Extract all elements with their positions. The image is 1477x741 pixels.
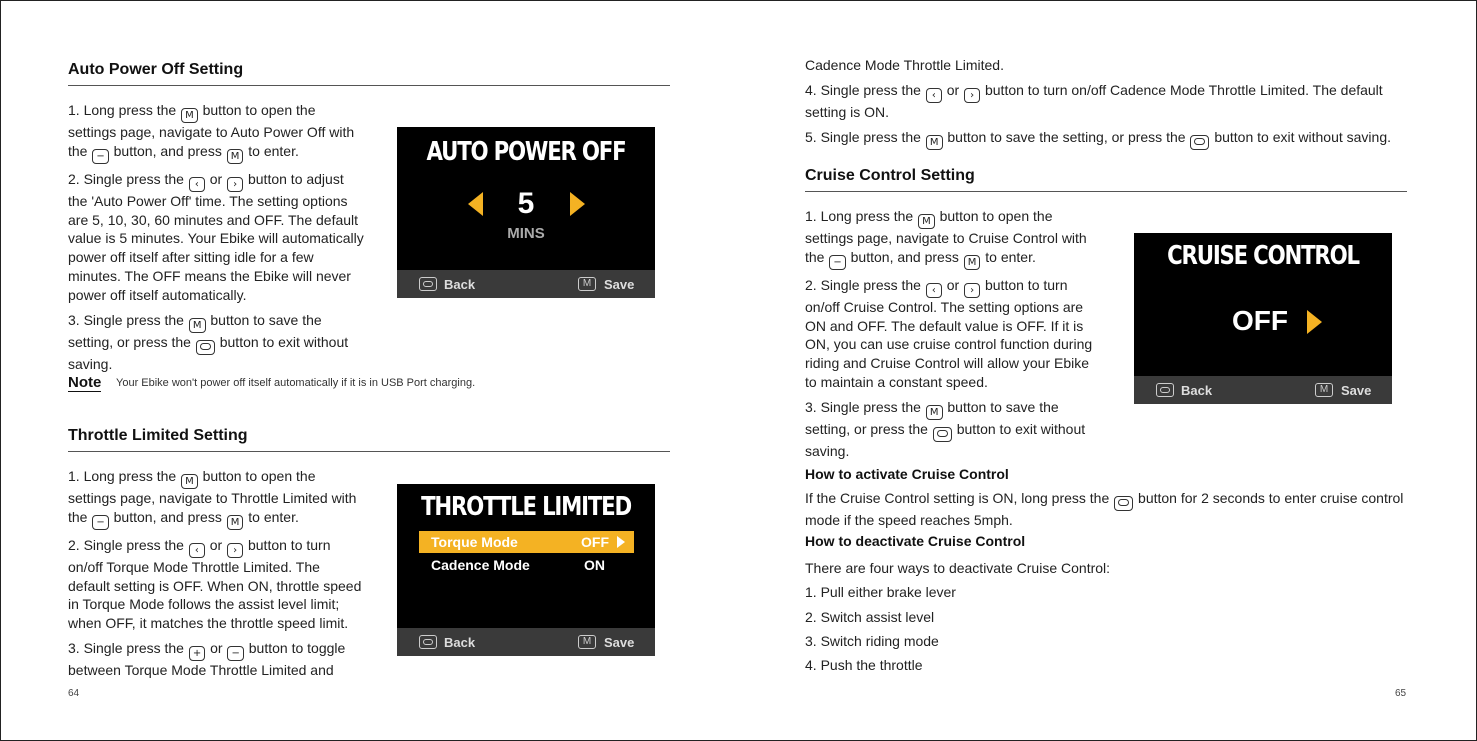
m-button-icon: M: [926, 405, 943, 420]
back-label: Back: [1181, 383, 1213, 398]
continued-line: Cadence Mode Throttle Limited.: [805, 57, 1004, 73]
back-label: Back: [444, 277, 476, 292]
minus-button-icon: −: [829, 255, 845, 270]
step-5: 5. Single press the M button to save the setting, or press the button to exit without saving.: [805, 128, 1391, 148]
m-button-icon: M: [227, 515, 244, 530]
section-rule: [805, 191, 1407, 192]
step-2: 2. Single press the ‹ or › button to turn on/off Torque Mode Throttle Limited. The default setting is OFF. When ON, throttle speed in Torque Mode follows the assist level limit; when OFF, it matches the throttle speed limit.: [68, 536, 362, 632]
left-button-icon: ‹: [926, 283, 942, 298]
m-button-icon: M: [227, 149, 244, 164]
deactivate-intro: There are four ways to deactivate Cruise Control:: [805, 560, 1111, 576]
step-1: 1. Long press the M button to open the settings page, navigate to Cruise Control with the − button, and press M to enter.: [805, 208, 1087, 268]
step-2: 2. Single press the ‹ or › button to turn on/off Cruise Control. The setting options are ON and OFF. The default value is OFF. If it is ON, you can use cruise control function during riding and Cruise Control will allow your Ebike to maintain a constant speed.: [805, 276, 1093, 390]
screen-value: OFF: [1232, 305, 1288, 336]
list-item: 1. Pull either brake lever: [805, 584, 956, 601]
right-button-icon: ›: [964, 88, 980, 103]
row-label: Torque Mode: [431, 534, 518, 550]
throttle-limited-title: Throttle Limited Setting: [68, 427, 248, 444]
m-button-icon: M: [964, 255, 981, 270]
page-number-left: 64: [68, 688, 80, 699]
left-button-icon: ‹: [189, 543, 205, 558]
screen-bottom-bar: [1134, 376, 1392, 404]
right-button-icon: ›: [227, 177, 243, 192]
right-button-icon: ›: [964, 283, 980, 298]
list-item: 2. Switch assist level: [805, 608, 935, 625]
save-label: Save: [1341, 383, 1372, 398]
screen-title: CRUISE CONTROL: [1167, 241, 1359, 271]
m-button-icon: M: [918, 214, 935, 229]
screen-title: THROTTLE LIMITED: [421, 492, 631, 522]
list-item: 4. Push the throttle: [805, 657, 923, 674]
menu-row-torque-mode: [419, 531, 634, 553]
m-button-icon: M: [578, 635, 596, 649]
minus-button-icon: −: [92, 515, 108, 530]
row-label: Cadence Mode: [431, 557, 530, 573]
list-item: 3. Switch riding mode: [805, 632, 939, 649]
cruise-control-steps: [805, 207, 1101, 467]
back-loop-icon: [196, 340, 215, 355]
screen-bottom-bar: [397, 270, 655, 298]
step-3: 3. Single press the + or − button to toggle between Torque Mode Throttle Limited and: [68, 639, 346, 678]
step-1: 1. Long press the M button to open the settings page, navigate to Throttle Limited with the − button, and press M to enter.: [68, 468, 357, 528]
step-4: 4. Single press the ‹ or › button to turn on/off Cadence Mode Throttle Limited. The default setting is ON.: [805, 81, 1383, 120]
throttle-limited-steps: [68, 467, 364, 686]
cruise-control-title: Cruise Control Setting: [805, 167, 975, 184]
step-3: 3. Single press the M button to save the setting, or press the button to exit without saving.: [68, 311, 349, 372]
m-button-icon: M: [181, 108, 198, 123]
section-rule: [68, 451, 670, 452]
step-2: 2. Single press the ‹ or › button to adjust the 'Auto Power Off' time. The setting options are 5, 10, 30, 60 minutes and OFF. The default value is 5 minutes. Your Ebike will automatically power off itself after sitting idle for a few minutes. The OFF means the Ebike will never power off itself automatically.: [68, 170, 364, 303]
right-button-icon: ›: [227, 543, 243, 558]
back-label: Back: [444, 635, 476, 650]
back-loop-icon: [1156, 383, 1174, 397]
back-loop-icon: [933, 427, 952, 442]
back-loop-icon: [1114, 496, 1133, 511]
step-3: 3. Single press the M button to save the setting, or press the button to exit without saving.: [805, 398, 1086, 459]
minus-button-icon: −: [227, 646, 243, 661]
activate-text: If the Cruise Control setting is ON, long press the button for 2 seconds to enter cruise control mode if the speed reaches 5mph.: [805, 490, 1404, 528]
back-loop-icon: [419, 635, 437, 649]
throttle-continued: [805, 56, 1405, 156]
right-arrow-icon: [1307, 310, 1322, 334]
note-text: Your Ebike won't power off itself automatically if it is in USB Port charging.: [116, 377, 476, 389]
m-button-icon: M: [578, 277, 596, 291]
right-arrow-icon: [617, 536, 625, 548]
m-button-icon: M: [189, 318, 206, 333]
deactivate-list: [805, 556, 1405, 677]
auto-power-off-screen: [397, 127, 655, 298]
screen-bottom-bar: [397, 628, 655, 656]
throttle-limited-screen: [397, 484, 655, 656]
save-label: Save: [604, 277, 635, 292]
auto-power-off-steps: [68, 101, 364, 379]
back-loop-icon: [419, 277, 437, 291]
auto-power-off-title: Auto Power Off Setting: [68, 61, 244, 78]
cruise-control-screen: [1134, 233, 1392, 404]
menu-row-cadence-mode: [419, 554, 634, 576]
row-value: ON: [584, 557, 605, 573]
save-label: Save: [604, 635, 635, 650]
screen-unit: MINS: [507, 225, 545, 242]
left-button-icon: ‹: [926, 88, 942, 103]
minus-button-icon: −: [92, 149, 108, 164]
row-value: OFF: [581, 534, 609, 550]
section-rule: [68, 85, 670, 86]
back-loop-icon: [1190, 135, 1209, 150]
step-1: 1. Long press the M button to open the settings page, navigate to Auto Power Off with the − button, and press M to enter.: [68, 102, 355, 162]
m-button-icon: M: [926, 135, 943, 150]
deactivate-heading: How to deactivate Cruise Control: [805, 533, 1026, 549]
right-arrow-icon: [570, 192, 585, 216]
screen-title: AUTO POWER OFF: [426, 137, 626, 167]
note-label: Note: [68, 374, 102, 391]
plus-button-icon: +: [189, 646, 205, 661]
m-button-icon: M: [1315, 383, 1333, 397]
m-button-icon: M: [181, 474, 198, 489]
activate-heading: How to activate Cruise Control: [805, 466, 1009, 482]
page-number-right: 65: [1395, 688, 1407, 699]
screen-value: 5: [517, 187, 535, 220]
left-button-icon: ‹: [189, 177, 205, 192]
